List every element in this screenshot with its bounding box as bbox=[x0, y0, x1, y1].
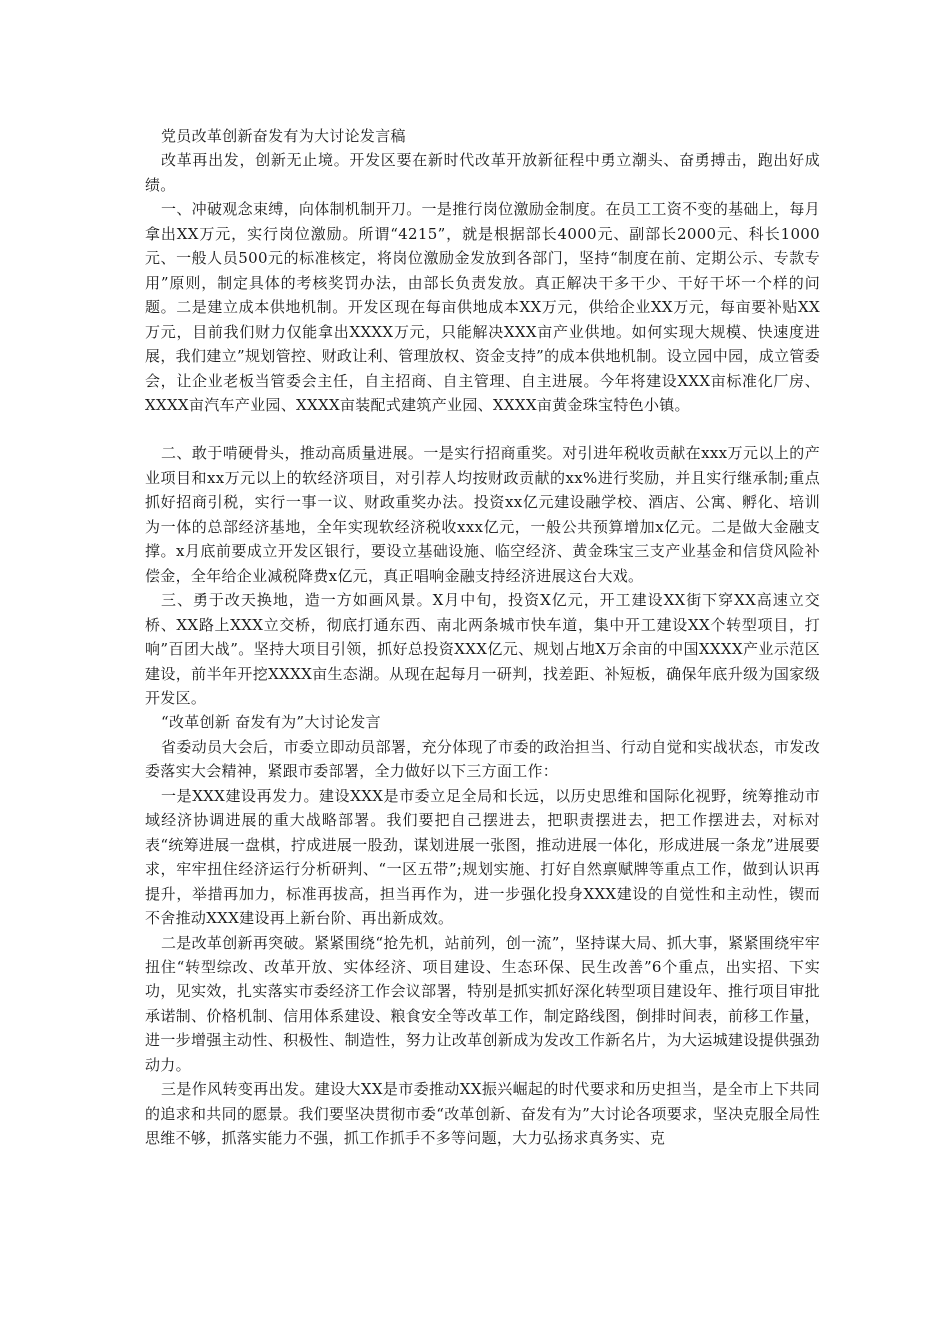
blank-line bbox=[145, 417, 820, 441]
speech-intro-paragraph: 省委动员大会后，市委立即动员部署，充分体现了市委的政治担当、行动自觉和实战状态，市发改委落实大会精神，紧跟市委部署，全力做好以下三方面工作： bbox=[145, 737, 820, 781]
speech-subtitle: “改革创新 奋发有为”大讨论发言 bbox=[161, 713, 381, 732]
section-three-paragraph: 三、勇于改天换地，造一方如画风景。X月中旬，投资X亿元，开工建设XX街下穿XX高速立交桥、XX路上XXX立交桥，彻底打通东西、南北两条城市快车道，集中开工建设XX个转型项目，打响”百团大战”。坚持大项目引领，抓好总投资XXX亿元、规划占地X万余亩的中国XXXX产业示范区建设，前半年开挖XXXX亩生态湖。从现在起每月一研判，找差距、补短板，确保年底升级为国家级开发区。 bbox=[145, 591, 820, 707]
point-one-paragraph: 一是XXX建设再发力。建设XXX是市委立足全局和长远，以历史思维和国际化视野，统筹推动市域经济协调进展的重大战略部署。我们要把自己摆进去，把职责摆进去，把工作摆进去，对标对表“统筹进展一盘棋，拧成进展一股劲，谋划进展一张图，推动进展一体化，形成进展一条龙”进展要求，牢牢扭住经济运行分析研判、“一区五带”;规划实施、打好自然禀赋牌等重点工作，做到认识再提升，举措再加力，标准再拔高，担当再作为，进一步强化投身XXX建设的自觉性和主动性，锲而不舍推动XXX建设再上新台阶、再出新成效。 bbox=[145, 786, 820, 928]
point-three-paragraph: 三是作风转变再出发。建设大XX是市委推动XX振兴崛起的时代要求和历史担当，是全市上下共同的追求和共同的愿景。我们要坚决贯彻市委“改革创新、奋发有为”大讨论各项要求，坚决克服全局性思维不够，抓落实能力不强，抓工作抓手不多等问题，大力弘扬求真务实、克 bbox=[145, 1080, 820, 1148]
document-title: 党员改革创新奋发有为大讨论发言稿 bbox=[161, 127, 406, 145]
intro-paragraph: 改革再出发，创新无止境。开发区要在新时代改革开放新征程中勇立潮头、奋勇搏击，跑出好成绩。 bbox=[145, 151, 820, 194]
document-body bbox=[145, 124, 820, 1151]
section-one-paragraph: 一、冲破观念束缚，向体制机制开刀。一是推行岗位激励金制度。在员工工资不变的基础上，每月拿出XX万元，实行岗位激励。所谓“4215”，就是根据部长4000元、副部长2000元、科长1000元、一般人员500元的标准核定，将岗位激励金发放到各部门，坚持“制度在前、定期公示、专款专用”原则，制定具体的考核奖罚办法，由部长负责发放。真正解决干多干少、干好干坏一个样的问题。二是建立成本供地机制。开发区现在每亩供地成本XX万元，供给企业XX万元，每亩要补贴XX万元，目前我们财力仅能拿出XXXX万元，只能解决XXX亩产业供地。如何实现大规模、快速度进展，我们建立”规划管控、财政让利、管理放权、资金支持”的成本供地机制。设立园中园，成立管委会，让企业老板当管委会主任，自主招商、自主管理、自主进展。今年将建设XXX亩标准化厂房、XXXX亩汽车产业园、XXXX亩装配式建筑产业园、XXXX亩黄金珠宝特色小镇。 bbox=[145, 200, 820, 414]
section-two-paragraph: 二、敢于啃硬骨头，推动高质量进展。一是实行招商重奖。对引进年税收贡献在xxx万元以上的产业项目和xx万元以上的软经济项目，对引荐人均按财政贡献的xx%进行奖励，并且实行继承制;重点抓好招商引税，实行一事一议、财政重奖办法。投资xx亿元建设融学校、酒店、公寓、孵化、培训为一体的总部经济基地，全年实现软经济税收xxx亿元，一般公共预算增加x亿元。二是做大金融支撑。x月底前要成立开发区银行，要设立基础设施、临空经济、黄金珠宝三支产业基金和信贷风险补偿金，全年给企业减税降费x亿元，真正唱响金融支持经济进展这台大戏。 bbox=[145, 444, 820, 585]
point-two-paragraph: 二是改革创新再突破。紧紧围绕“抢先机，站前列，创一流”，坚持谋大局、抓大事，紧紧围绕牢牢扭住“转型综改、改革开放、实体经济、项目建设、生态环保、民生改善”6个重点，出实招、下实功，见实效，扎实落实市委经济工作会议部署，特别是抓实抓好深化转型项目建设年、推行项目审批承诺制、价格机制、信用体系建设、粮食安全等改革工作，制定路线图，倒排时间表，前移工作量，进一步增强主动性、积极性、制造性，努力让改革创新成为发改工作新名片，为大运城建设提供强劲动力。 bbox=[145, 933, 820, 1074]
